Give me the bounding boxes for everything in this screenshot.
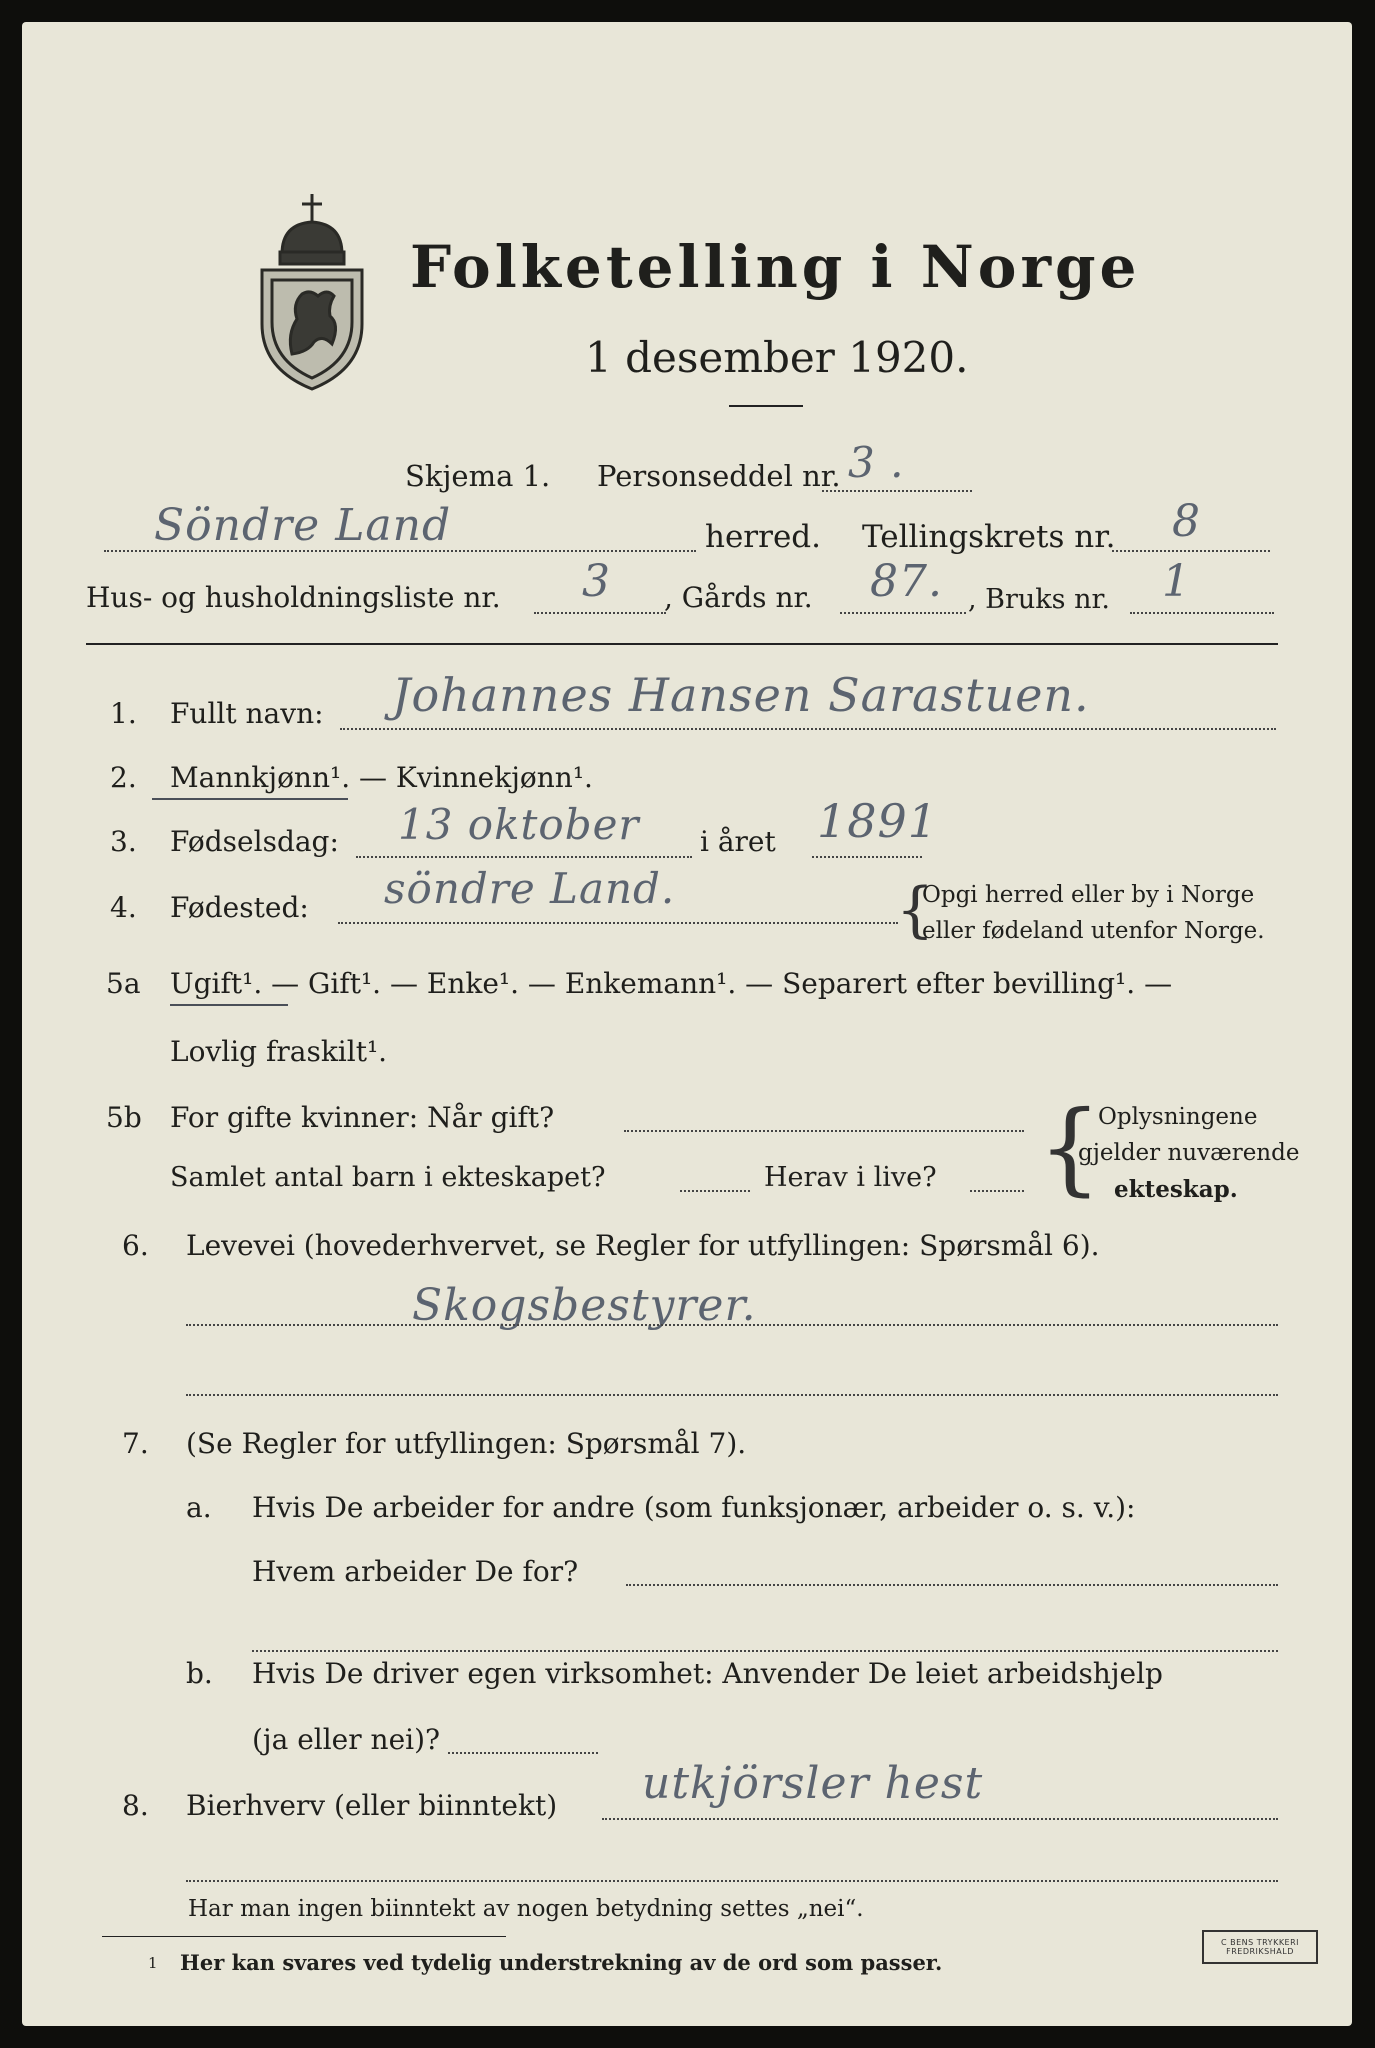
hus-line xyxy=(534,612,666,614)
q5b-note-line1: Oplysningene xyxy=(1098,1104,1258,1130)
q8-number: 8. xyxy=(122,1789,149,1822)
q4-brace: { xyxy=(896,875,935,945)
q5b-note-line2: gjelder nuværende xyxy=(1078,1140,1300,1166)
q5a-line1: Ugift¹. — Gift¹. — Enke¹. — Enkemann¹. — Separert efter bevilling¹. — xyxy=(170,967,1173,1000)
gards-value: 87. xyxy=(870,556,943,607)
footer-note: Har man ingen biinntekt av nogen betydning settes „nei“. xyxy=(188,1896,864,1922)
personseddel-label: Personseddel nr. xyxy=(597,459,841,493)
q1-number: 1. xyxy=(110,697,137,730)
bruks-label: , Bruks nr. xyxy=(968,584,1111,615)
q7-number: 7. xyxy=(122,1427,149,1460)
q5b-married-line xyxy=(624,1130,1024,1132)
q3-year-label: i året xyxy=(700,825,776,858)
q3-value: 13 oktober xyxy=(398,800,640,849)
q4-note-line2: eller fødeland utenfor Norge. xyxy=(922,918,1265,944)
q6-line1 xyxy=(186,1324,1278,1326)
footnote-text: Her kan svares ved tydelig understrekning av de ord som passer. xyxy=(180,1950,943,1975)
tellingskrets-value: 8 xyxy=(1172,496,1201,547)
q2-number: 2. xyxy=(110,761,137,794)
footnote-divider xyxy=(102,1936,506,1937)
q3-year-value: 1891 xyxy=(817,794,939,848)
q5b-line2a: Samlet antal barn i ekteskapet? xyxy=(170,1162,606,1193)
q4-note-line1: Opgi herred eller by i Norge xyxy=(922,882,1255,908)
q4-value: söndre Land. xyxy=(384,864,676,913)
q5b-brace: { xyxy=(1038,1089,1102,1206)
census-form-sheet xyxy=(22,22,1352,2026)
q1-line xyxy=(340,728,1276,730)
tellingskrets-label: Tellingskrets nr. xyxy=(862,519,1116,555)
q1-label: Fullt navn: xyxy=(170,697,324,730)
q5a-number: 5a xyxy=(106,967,141,1000)
tellingskrets-line xyxy=(1112,550,1270,552)
title-divider xyxy=(729,405,803,407)
q5b-line2b: Herav i live? xyxy=(764,1162,937,1193)
q7b-line2: (ja eller nei)? xyxy=(252,1723,441,1756)
q6-number: 6. xyxy=(122,1229,149,1262)
q7a-line2: Hvem arbeider De for? xyxy=(252,1555,579,1588)
q5b-line1: For gifte kvinner: Når gift? xyxy=(170,1101,555,1134)
q5a-underline-ugift xyxy=(170,1004,288,1006)
printer-stamp-text: C BENS TRYKKERI FREDRIKSHALD xyxy=(1220,1938,1300,1956)
q7b-marker: b. xyxy=(186,1657,213,1690)
q3-line xyxy=(356,856,692,858)
q7-label: (Se Regler for utfyllingen: Spørsmål 7). xyxy=(186,1427,747,1460)
q3-number: 3. xyxy=(110,825,137,858)
q6-line2 xyxy=(186,1394,1278,1396)
q7a-line1: Hvis De arbeider for andre (som funksjonær, arbeider o. s. v.): xyxy=(252,1491,1136,1524)
bruks-value: 1 xyxy=(1162,556,1191,607)
skjema-label: Skjema 1. xyxy=(405,459,551,493)
section-divider xyxy=(86,643,1278,645)
q6-label: Levevei (hovederhvervet, se Regler for utfyllingen: Spørsmål 6). xyxy=(186,1229,1100,1262)
q7a-marker: a. xyxy=(186,1491,212,1524)
q7b-answer-line xyxy=(448,1752,598,1754)
q4-line xyxy=(338,922,898,924)
q7a-answer-line2 xyxy=(252,1650,1278,1652)
q7b-line1: Hvis De driver egen virksomhet: Anvender De leiet arbeidshjelp xyxy=(252,1657,1163,1690)
hus-value: 3 xyxy=(582,556,611,607)
hus-label: Hus- og husholdningsliste nr. xyxy=(86,581,501,614)
q8-line2 xyxy=(186,1880,1278,1882)
norway-coat-of-arms-icon xyxy=(252,184,372,394)
herred-label: herred. xyxy=(705,519,821,555)
q5b-alive-line xyxy=(970,1190,1024,1192)
gards-label: , Gårds nr. xyxy=(664,581,813,614)
herred-value: Söndre Land xyxy=(154,500,452,551)
personseddel-line xyxy=(822,490,972,492)
personseddel-value: 3 . xyxy=(848,438,905,487)
q2-underline-mannkjonn xyxy=(152,798,348,800)
q5b-note-line3: ekteskap. xyxy=(1114,1176,1238,1203)
q3-label: Fødselsdag: xyxy=(170,825,339,858)
herred-line xyxy=(104,550,696,552)
q4-number: 4. xyxy=(110,891,137,924)
q8-value: utkjörsler hest xyxy=(642,1758,984,1809)
footnote-marker: 1 xyxy=(148,1954,158,1972)
form-date: 1 desember 1920. xyxy=(585,333,969,382)
q3-year-line xyxy=(812,856,922,858)
q2-label: Mannkjønn¹. — Kvinnekjønn¹. xyxy=(170,761,593,794)
q8-label: Bierhverv (eller biinntekt) xyxy=(186,1789,558,1822)
q8-line1 xyxy=(602,1818,1278,1820)
q4-label: Fødested: xyxy=(170,891,309,924)
q5b-number: 5b xyxy=(106,1101,142,1134)
q5a-line2: Lovlig fraskilt¹. xyxy=(170,1035,388,1068)
printer-stamp xyxy=(1202,1930,1318,1964)
q7a-answer-line1 xyxy=(626,1584,1278,1586)
form-title: Folketelling i Norge xyxy=(410,233,1141,301)
bruks-line xyxy=(1130,612,1274,614)
gards-line xyxy=(840,612,966,614)
q6-value: Skogsbestyrer. xyxy=(412,1280,757,1331)
q1-value: Johannes Hansen Sarastuen. xyxy=(392,668,1090,722)
q5b-children-line xyxy=(680,1190,750,1192)
